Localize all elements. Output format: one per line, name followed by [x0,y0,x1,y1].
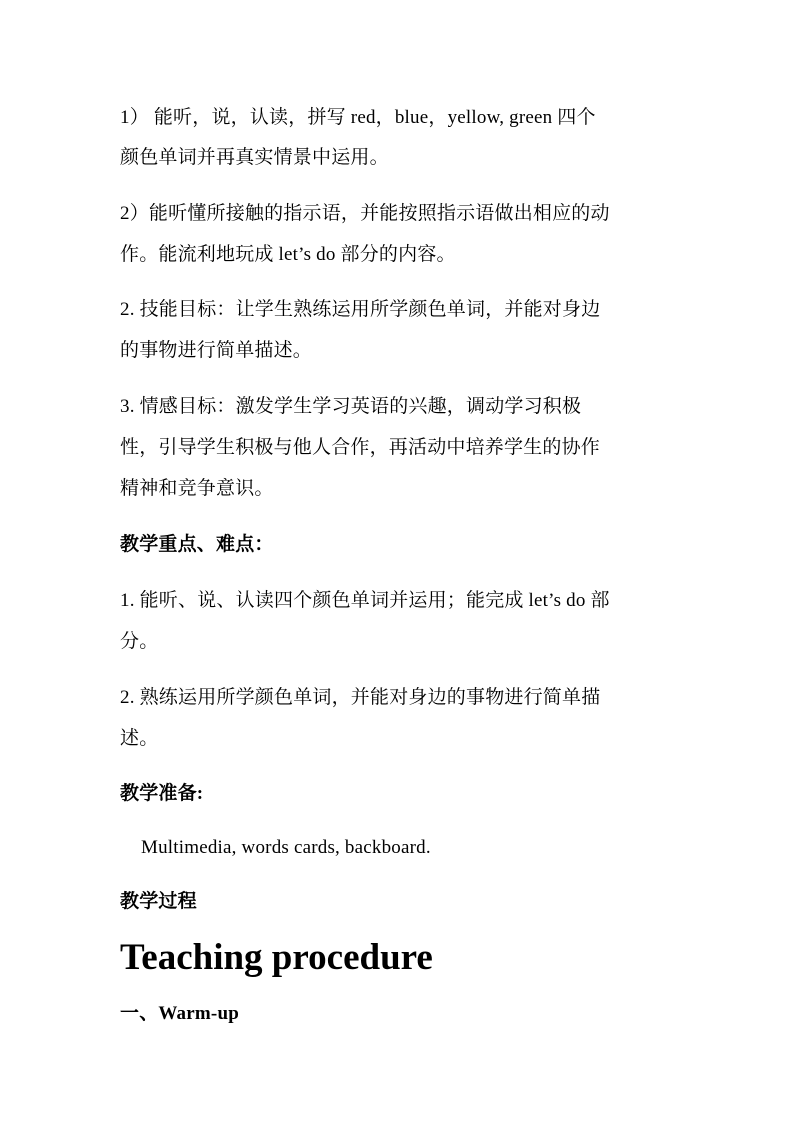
key-point-2-line-2: 述。 [120,728,159,749]
objective-item-1-line-1: 1） 能听，说，认读，拼写 red，blue，yellow, green 四个 [120,107,596,128]
preparation-heading: 教学准备: [120,783,204,804]
emotion-objective-line-3: 精神和竞争意识。 [120,478,274,499]
objective-item-1-line-2: 颜色单词并再真实情景中运用。 [120,147,389,168]
skill-objective-line-1: 2. 技能目标：让学生熟练运用所学颜色单词，并能对身边 [120,299,601,320]
key-point-1-line-1: 1. 能听、说、认读四个颜色单词并运用；能完成 let’s do 部 [120,590,610,611]
objective-item-2-line-1: 2）能听懂所接触的指示语，并能按照指示语做出相应的动 [120,203,610,224]
objective-item-2-line-2: 作。能流利地玩成 let’s do 部分的内容。 [120,244,456,265]
emotion-objective-line-2: 性，引导学生积极与他人合作，再活动中培养学生的协作 [120,437,601,458]
skill-objective-line-2: 的事物进行简单描述。 [120,340,313,361]
warm-up-section-heading: 一、Warm-up [120,1003,239,1024]
key-points-heading: 教学重点、难点： [120,534,274,555]
teaching-procedure-title: Teaching procedure [120,937,433,978]
key-point-2-line-1: 2. 熟练运用所学颜色单词，并能对身边的事物进行简单描 [120,687,601,708]
preparation-text: Multimedia, words cards, backboard. [141,837,431,858]
key-point-1-line-2: 分。 [120,631,159,652]
process-heading: 教学过程 [120,891,197,912]
emotion-objective-line-1: 3. 情感目标：激发学生学习英语的兴趣，调动学习积极 [120,396,582,417]
